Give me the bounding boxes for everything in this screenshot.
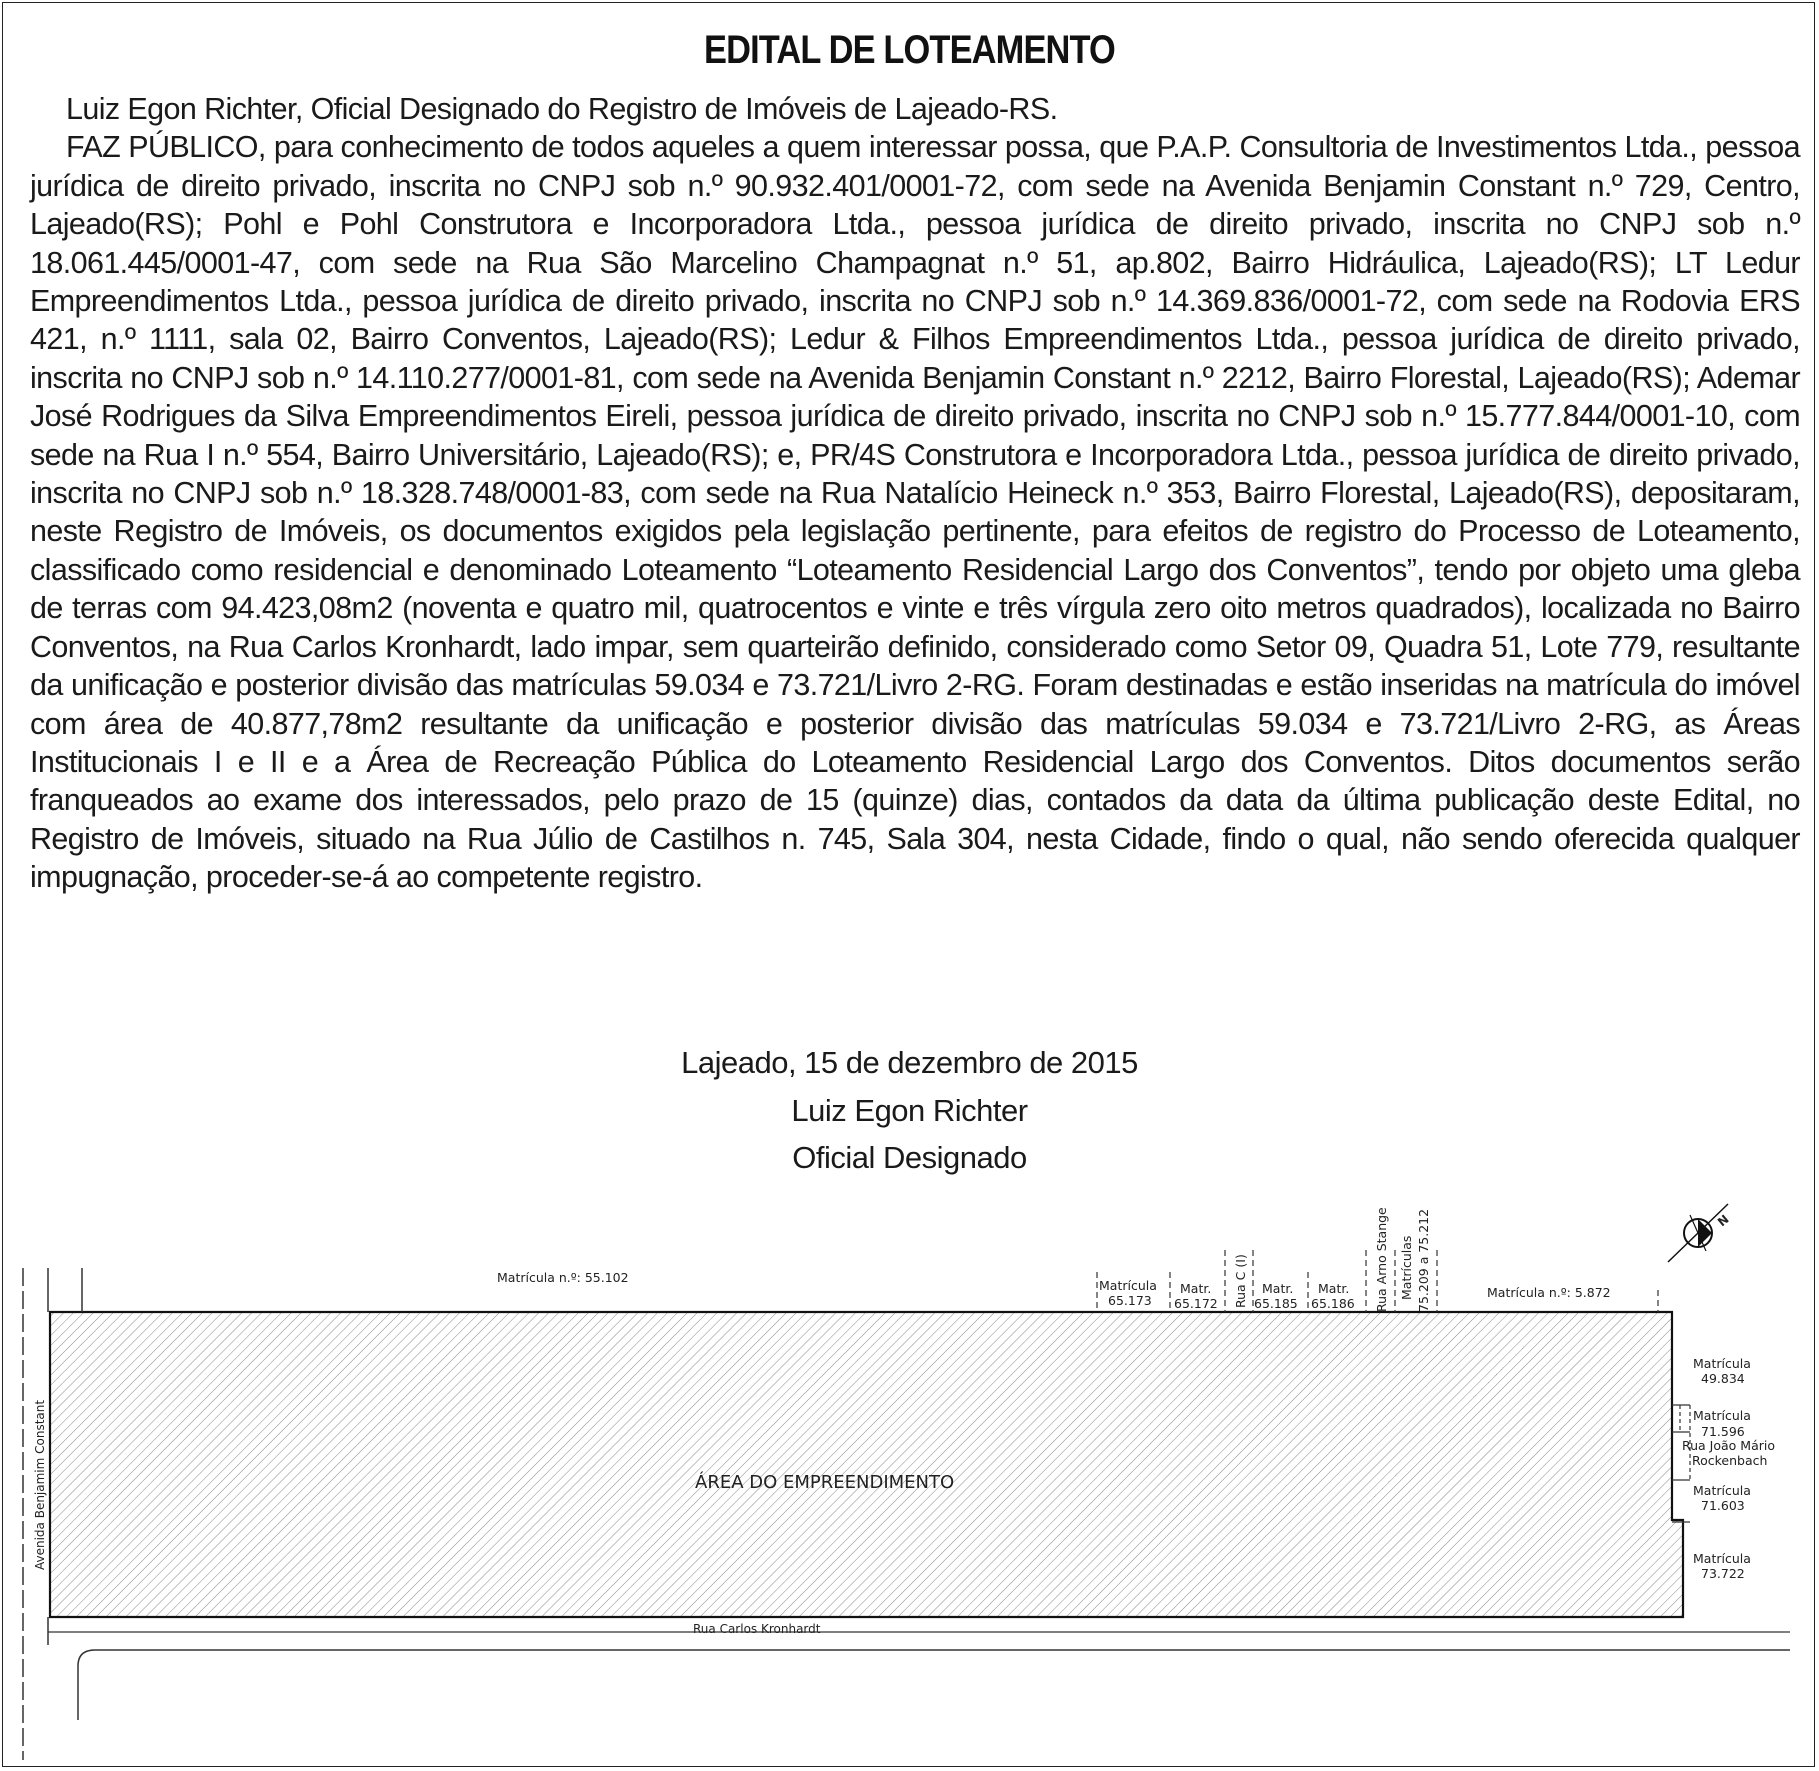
left-street-label: Avenida Benjamim Constant xyxy=(33,1399,47,1570)
parcel-65185-label-b: 65.185 xyxy=(1254,1296,1298,1311)
notice-title: EDITAL DE LOTEAMENTO xyxy=(704,28,1115,72)
parcel-5872-label: Matrícula n.º: 5.872 xyxy=(1487,1285,1611,1300)
parcels-75209-label-a: Matrículas xyxy=(1399,1235,1414,1300)
parcel-65172-label-b: 65.172 xyxy=(1174,1296,1218,1311)
parcel-65173-label-a: Matrícula xyxy=(1099,1278,1157,1293)
site-plan xyxy=(0,1170,1819,1760)
parcel-73722-label-a: Matrícula xyxy=(1693,1551,1751,1566)
bottom-street-label: Rua Carlos Kronhardt xyxy=(693,1622,821,1636)
signature-name: Luiz Egon Richter xyxy=(791,1093,1028,1128)
signature-role: Oficial Designado xyxy=(792,1140,1027,1175)
parcel-65186-label-b: 65.186 xyxy=(1311,1296,1355,1311)
parcel-71603-label-b: 71.603 xyxy=(1701,1498,1745,1513)
signature-place-date: Lajeado, 15 de dezembro de 2015 xyxy=(681,1045,1138,1080)
street-joao-mario-label-b: Rockenbach xyxy=(1692,1453,1768,1468)
body-paragraph: FAZ PÚBLICO, para conhecimento de todos aqueles a quem interessar possa, que P.A.P. Consultoria de Investimentos Ltda., pessoa jurídica de direito privado, inscrita no CNPJ sob n.º 90.932.401/0001-72, com sede na Avenida Benjamin Constant n.º 729, Centro, Lajeado(RS); Pohl e Pohl Construtora e Incorporadora Ltda., pessoa jurídica de direito privado, inscrita no CNPJ sob n.º 18.061.445/0001-47, com sede na Rua São Marcelino Champagnat n.º 51, ap.802, Bairro Hidráulica, Lajeado(RS); LT Ledur Empreendimentos Ltda., pessoa jurídica de direito privado, inscrita no CNPJ sob n.º 14.369.836/0001-72, com sede na Rodovia ERS 421, n.º 1111, sala 02, Bairro Conventos, Lajeado(RS); Ledur & Filhos Empreendimentos Ltda., pessoa jurídica de direito privado, inscrita no CNPJ sob n.º 14.110.277/0001-81, com sede na Avenida Benjamin Constant n.º 2212, Bairro Florestal, Lajeado(RS); Ademar José Rodrigues da Silva Empreendimentos Eireli, pessoa jurídica de direito privado, inscrita no CNPJ sob n.º 15.777.844/0001-10, com sede na Rua I n.º 554, Bairro Universitário, Lajeado(RS); e, PR/4S Construtora e Incorporadora Ltda., pessoa jurídica de direito privado, inscrita no CNPJ sob n.º 18.328.748/0001-83, com sede na Rua Natalício Heineck n.º 353, Bairro Florestal, Lajeado(RS), depositaram, neste Registro de Imóveis, os documentos exigidos pela legislação pertinente, para efeitos de registro do Processo de Loteamento, classificado como residencial e denominado Loteamento “Loteamento Residencial Largo dos Conventos”, tendo por objeto uma gleba de terras com 94.423,08m2 (noventa e quatro mil, quatrocentos e vinte e três vírgula zero oito metros quadrados), localizada no Bairro Conventos, na Rua Carlos Kronhardt, lado impar, sem quarteirão definido, considerado como Setor 09, Quadra 51, Lote 779, resultante da unificação e posterior divisão das matrículas 59.034 e 73.721/Livro 2-RG. Foram destinadas e estão inseridas na matrícula do imóvel com área de 40.877,78m2 resultante da unificação e posterior divisão das matrículas 59.034 e 73.721/Livro 2-RG, as Áreas Institucionais I e II e a Área de Recreação Pública do Loteamento Residencial Largo dos Conventos. Ditos documentos serão franqueados ao exame dos interessados, pelo prazo de 15 (quinze) dias, contados da data da última publicação deste Edital, no Registro de Imóveis, situado na Rua Júlio de Castilhos n. 745, Sala 304, nesta Cidade, findo o qual, não sendo oferecida qualquer impugnação, proceder-se-á ao competente registro. xyxy=(30,130,1800,895)
parcel-71603-label-a: Matrícula xyxy=(1693,1483,1751,1498)
parcel-71596-label-a: Matrícula xyxy=(1693,1408,1751,1423)
parcel-55102-label: Matrícula n.º: 55.102 xyxy=(497,1270,629,1285)
parcel-65186-label-a: Matr. xyxy=(1318,1281,1350,1296)
parcel-49834-label-b: 49.834 xyxy=(1701,1371,1745,1386)
parcel-49834-label-a: Matrícula xyxy=(1693,1356,1751,1371)
parcel-65185-label-a: Matr. xyxy=(1262,1281,1294,1296)
parcels-75209-label-b: 75.209 a 75.212 xyxy=(1416,1208,1431,1312)
parcel-71596-label-b: 71.596 xyxy=(1701,1424,1745,1439)
area-label: ÁREA DO EMPREENDIMENTO xyxy=(695,1472,955,1493)
north-arrow-icon xyxy=(1668,1204,1732,1262)
street-arno-stange-label: Rua Arno Stange xyxy=(1374,1207,1389,1312)
development-area xyxy=(50,1312,1683,1617)
notice-text xyxy=(30,90,1800,897)
street-joao-mario-label-a: Rua João Mário xyxy=(1682,1438,1775,1453)
parcel-65172-label-a: Matr. xyxy=(1180,1281,1212,1296)
intro-paragraph: Luiz Egon Richter, Oficial Designado do Registro de Imóveis de Lajeado-RS. xyxy=(66,92,1058,126)
north-label: N xyxy=(1714,1212,1732,1230)
parcel-65173-label-b: 65.173 xyxy=(1108,1293,1152,1308)
street-rua-c-label: Rua C (I) xyxy=(1233,1254,1248,1308)
parcel-73722-label-b: 73.722 xyxy=(1701,1566,1745,1581)
